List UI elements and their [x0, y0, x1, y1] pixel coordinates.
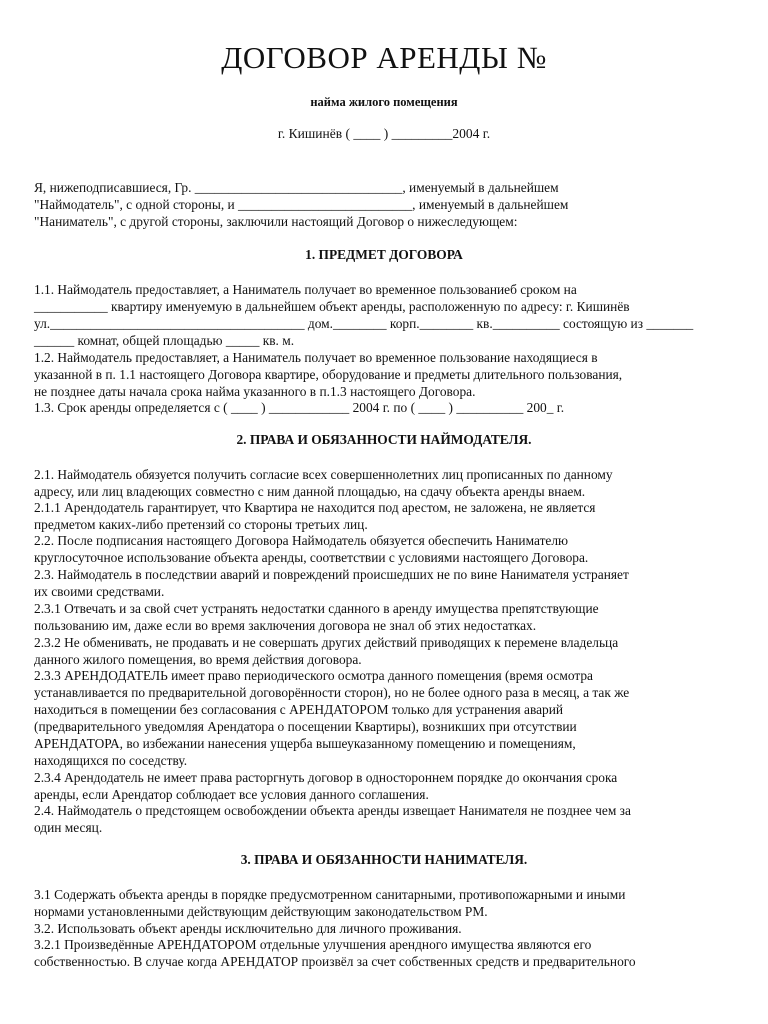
section-1-line: указанной в п. 1.1 настоящего Договора квартире, оборудование и предметы длительного пользования,	[34, 367, 623, 382]
place-date-line: г. Кишинёв ( ____ ) _________2004 г.	[277, 126, 491, 141]
section-2-line: (предварительного уведомляя Арендатора о посещении Квартиры), возникших при отсутствии	[34, 719, 577, 734]
section-2-line: один месяц.	[34, 820, 103, 835]
section-2-line: устанавливается по предварительной договорённости сторон), но не более одного раза в месяц, а так же	[34, 685, 630, 700]
section-2-line: 2.1. Наймодатель обязуется получить согласие всех совершеннолетних лиц прописанных по данному	[34, 467, 613, 482]
section-3-line: 3.2.1 Произведённые АРЕНДАТОРОМ отдельные улучшения арендного имущества являются его	[34, 937, 592, 952]
section-2-line: АРЕНДАТОРА, во избежании нанесения ущерба вышеуказанному помещению и помещениям,	[34, 736, 576, 751]
document-title: ДОГОВОР АРЕНДЫ №	[221, 40, 547, 75]
section-2-heading: 2. ПРАВА И ОБЯЗАННОСТИ НАЙМОДАТЕЛЯ.	[236, 432, 532, 447]
intro-line: "Наймодатель", с одной стороны, и __________________________, именуемый в дальнейшем	[34, 197, 569, 212]
section-3-line: 3.2. Использовать объект аренды исключительно для личного проживания.	[34, 921, 462, 936]
section-2-line: их своими средствами.	[34, 584, 165, 599]
section-1-line: 1.3. Срок аренды определяется с ( ____ ) ____________ 2004 г. по ( ____ ) __________ 200_ г.	[34, 400, 565, 415]
intro-line: "Наниматель", с другой стороны, заключили настоящий Договор о нижеследующем:	[34, 214, 518, 229]
section-2-line: 2.3.1 Отвечать и за свой счет устранять недостатки сданного в аренду имущества препятствующие	[34, 601, 599, 616]
section-2-line: аренды, если Арендатор соблюдает все условия данного соглашения.	[34, 787, 429, 802]
section-3-line: нормами установленными действующим действующим законодательством РМ.	[34, 904, 488, 919]
section-2-line: 2.3.2 Не обменивать, не продавать и не совершать других действий приводящих к перемене владельца	[34, 635, 619, 650]
section-2-line: 2.3.4 Арендодатель не имеет права расторгнуть договор в одностороннем порядке до окончания срока	[34, 770, 618, 785]
section-3-heading: 3. ПРАВА И ОБЯЗАННОСТИ НАНИМАТЕЛЯ.	[240, 852, 528, 867]
section-2-line: 2.1.1 Арендодатель гарантирует, что Квартира не находится под арестом, не заложена, не является	[34, 500, 596, 515]
section-1-line: ______ комнат, общей площадью _____ кв. м.	[34, 333, 295, 348]
section-2-line: круглосуточное использование объекта аренды, соответствии с условиями настоящего Договора.	[34, 550, 589, 565]
document-subtitle: найма жилого помещения	[310, 95, 458, 109]
section-2-line: находиться в помещении без согласования с АРЕНДАТОРОМ только для устранения аварий	[34, 702, 564, 717]
section-1-line: ___________ квартиру именуемую в дальнейшем объект аренды, расположенную по адресу: г. Кишинёв	[34, 299, 630, 314]
section-2-line: 2.2. После подписания настоящего Договора Наймодатель обязуется обеспечить Нанимателю	[34, 533, 569, 548]
section-2-line: предметом каких-либо претензий со стороны третьих лиц.	[34, 517, 368, 532]
section-3-line: 3.1 Содержать объекта аренды в порядке предусмотренном санитарными, противопожарными и иными	[34, 887, 626, 902]
section-1-line: 1.2. Наймодатель предоставляет, а Наниматель получает во временное пользование находящиеся в	[34, 350, 598, 365]
intro-line: Я, нижеподписавшиеся, Гр. _______________________________, именуемый в дальнейшем	[34, 180, 559, 195]
section-2-line: 2.4. Наймодатель о предстоящем освобождении объекта аренды извещает Нанимателя не позднее чем за	[34, 803, 631, 818]
section-1-line: ул.______________________________________ дом.________ корп.________ кв.__________ состоящую из _______	[34, 316, 694, 331]
section-1-heading: 1. ПРЕДМЕТ ДОГОВОРА	[305, 247, 463, 262]
section-2-line: адресу, или лиц владеющих совместно с ним данной площадью, на сдачу объекта аренды внаем.	[34, 484, 586, 499]
section-2-line: 2.3. Наймодатель в последствии аварий и повреждений происшедших не по вине Нанимателя устраняет	[34, 567, 629, 582]
section-2-line: находящихся по соседству.	[34, 753, 188, 768]
section-1-line: 1.1. Наймодатель предоставляет, а Наниматель получает во временное пользованиеб сроком на	[34, 282, 577, 297]
section-2-line: пользованию им, даже если во время заключения договора не знал об этих недостатках.	[34, 618, 537, 633]
section-3-line: собственностью. В случае когда АРЕНДАТОР произвёл за счет собственных средств и предварительного	[34, 954, 636, 969]
section-2-line: данного жилого помещения, во время действия договора.	[34, 652, 362, 667]
section-1-line: не позднее даты начала срока найма указанного в п.1.3 настоящего Договора.	[34, 384, 476, 399]
section-2-line: 2.3.3 АРЕНДОДАТЕЛЬ имеет право периодического осмотра данного помещения (время осмотра	[34, 668, 593, 683]
